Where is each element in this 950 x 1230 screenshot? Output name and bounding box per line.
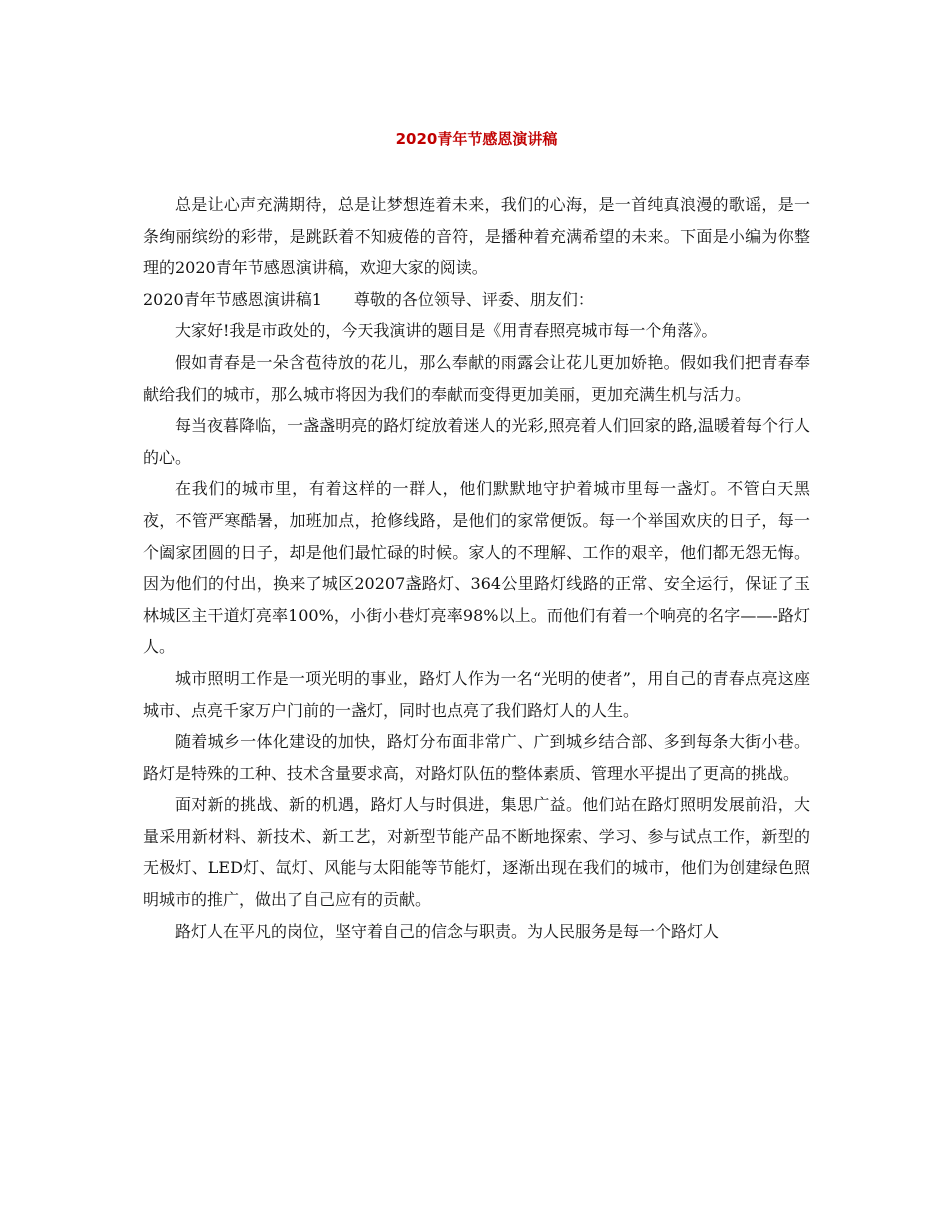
paragraph-nightfall: 每当夜暮降临，一盏盏明亮的路灯绽放着迷人的光彩,照亮着人们回家的路,温暖着每个行人的心。 bbox=[143, 416, 810, 467]
paragraph-greeting: 大家好!我是市政处的，今天我演讲的题目是《用青春照亮城市每一个角落》。 bbox=[175, 321, 718, 341]
document-body bbox=[143, 189, 810, 947]
paragraph-new-challenges: 面对新的挑战、新的机遇，路灯人与时俱进，集思广益。他们站在路灯照明发展前沿，大量采用新材料、新技术、新工艺，对新型节能产品不断地探索、学习、参与试点工作，新型的无极灯、LED灯、氙灯、风能与太阳能等节能灯，逐渐出现在我们的城市，他们为创建绿色照明城市的推广，做出了自己应有的贡献。 bbox=[143, 795, 810, 910]
paragraph-lamp-workers: 在我们的城市里，有着这样的一群人，他们默默地守护着城市里每一盏灯。不管白天黑夜，不管严寒酷暑，加班加点，抢修线路，是他们的家常便饭。每一个举国欢庆的日子，每一个阖家团圆的日子，却是他们最忙碌的时候。家人的不理解、工作的艰辛，他们都无怨无悔。因为他们的付出，换来了城区20207盏路灯、364公里路灯线路的正常、安全运行，保证了玉林城区主干道灯亮率100%，小街小巷灯亮率98%以上。而他们有着一个响亮的名字——-路灯人。 bbox=[143, 479, 810, 657]
paragraph-intro: 总是让心声充满期待，总是让梦想连着未来，我们的心海，是一首纯真浪漫的歌谣，是一条绚丽缤纷的彩带，是跳跃着不知疲倦的音符，是播种着充满希望的未来。下面是小编为你整理的2020青年节感恩演讲稿，欢迎大家的阅读。 bbox=[143, 195, 810, 278]
paragraph-urban-rural: 随着城乡一体化建设的加快，路灯分布面非常广、广到城乡结合部、多到每条大街小巷。路灯是特殊的工种、技术含量要求高，对路灯队伍的整体素质、管理水平提出了更高的挑战。 bbox=[143, 732, 810, 783]
paragraph-speech-heading: 2020青年节感恩演讲稿1 尊敬的各位领导、评委、朋友们： bbox=[143, 289, 594, 309]
document-title: 2020青年节感恩演讲稿 bbox=[395, 130, 558, 148]
paragraph-light-cause: 城市照明工作是一项光明的事业，路灯人作为一名“光明的使者”，用自己的青春点亮这座城市、点亮千家万户门前的一盏灯，同时也点亮了我们路灯人的人生。 bbox=[143, 668, 810, 720]
paragraph-youth-flower: 假如青春是一朵含苞待放的花儿，那么奉献的雨露会让花儿更加娇艳。假如我们把青春奉献给我们的城市，那么城市将因为我们的奉献而变得更加美丽，更加充满生机与活力。 bbox=[143, 352, 810, 404]
paragraph-ordinary-post: 路灯人在平凡的岗位，坚守着自己的信念与职责。为人民服务是每一个路灯人 bbox=[175, 921, 720, 941]
